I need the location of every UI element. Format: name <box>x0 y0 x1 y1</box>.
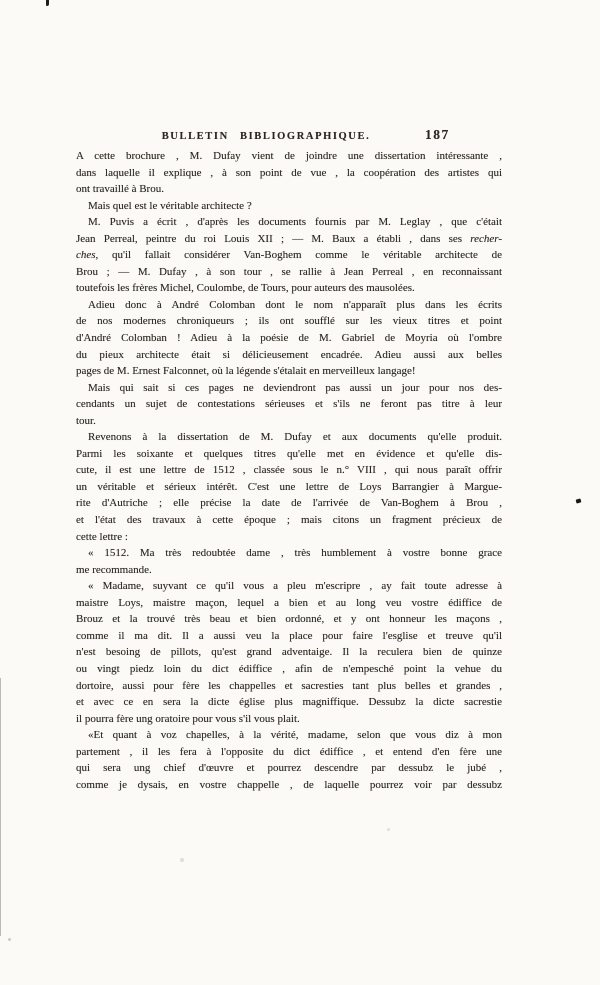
text-line <box>76 661 502 678</box>
text-block <box>76 148 502 793</box>
text-line <box>76 578 502 595</box>
scan-speck-bottom-left <box>8 938 11 941</box>
text-line <box>76 429 502 446</box>
text-segment: tour. <box>76 414 96 427</box>
text-segment: dortoire, aussi pour fère les chappelles et sacresties tant plus belles et grandes , <box>76 679 502 692</box>
text-segment: et l'état des travaux à cette époque ; mais citons un fragment précieux de <box>76 514 502 527</box>
text-line <box>76 280 502 297</box>
text-line <box>76 231 502 248</box>
text-segment: comme je dysais, en vostre chappelle , de laquelle pourrez voir par dessubz <box>76 778 502 791</box>
text-line <box>76 595 502 612</box>
text-segment: me recommande. <box>76 563 152 576</box>
text-line <box>76 694 502 711</box>
text-segment: Mais qui sait si ces pages ne deviendront pas aussi un jour pour nos des- <box>88 381 502 394</box>
text-segment: « Madame, suyvant ce qu'il vous a pleu m'escripre , ay fait toute adresse à <box>88 580 502 593</box>
text-line <box>76 264 502 281</box>
text-segment: n'est besoing de pillots, qu'est grand adventaige. Il la reculera bien de quinze <box>76 646 502 659</box>
text-segment: dans laquelle il explique , à son point de vue , la coopération des artistes qui <box>76 166 502 179</box>
text-line <box>76 512 502 529</box>
page-number: 187 <box>425 127 450 142</box>
text-segment: Mais quel est le véritable architecte ? <box>88 199 252 212</box>
text-segment: ont travaillé à Brou. <box>76 183 164 196</box>
text-line <box>76 413 502 430</box>
text-line <box>76 347 502 364</box>
text-segment: « 1512. Ma très redoubtée dame , très humblement à vostre bonne grace <box>88 547 502 560</box>
text-segment: un véritable et sérieux intérêt. C'est une lettre de Loys Barrangier à Margue- <box>76 480 502 493</box>
text-segment: Parmi les soixante et quelques titres qu'elle met en évidence et qu'elle dis- <box>76 447 502 460</box>
text-line <box>76 678 502 695</box>
text-segment: maistre Loys, maistre maçon, lequel a bien et au long veu vostre édiffice de <box>76 596 502 609</box>
text-segment: M. Puvis a écrit , d'après les documents fournis par M. Leglay , que c'était <box>88 216 502 229</box>
text-segment: cendants un sujet de contestations sérieuses et s'ils ne feront pas titre à leur <box>76 398 502 411</box>
text-segment-italic: ches, <box>76 249 99 262</box>
text-segment: Revenons à la dissertation de M. Dufay et aux documents qu'elle produit. <box>88 431 502 444</box>
text-line <box>76 529 502 546</box>
text-segment: rite d'Autriche ; elle précise la date de l'arrivée de Van-Boghem à Brou , <box>76 497 502 510</box>
text-line <box>76 247 502 264</box>
scan-speck-right <box>576 498 582 503</box>
text-segment: partement , il les fera à l'opposite du dict édiffice , et entend d'en fère une <box>76 745 502 758</box>
text-line <box>76 495 502 512</box>
text-segment: Brou ; — M. Dufay , à son tour , se rallie à Jean Perreal , en reconnaissant <box>76 265 502 278</box>
scan-gutter-line <box>0 678 1 936</box>
text-line <box>76 777 502 794</box>
text-line <box>76 396 502 413</box>
text-segment: comme il ma dit. Il a aussi veu la place pour faire l'esglise et treuve qu'il <box>76 629 502 642</box>
text-segment: toutefois les frères Michel, Coulombe, de Tours, pour auteurs des mausolées. <box>76 282 415 295</box>
text-segment: qu'il fallait considérer Van-Boghem comme le véritable architecte de <box>98 249 502 262</box>
text-line <box>76 479 502 496</box>
text-line <box>76 644 502 661</box>
text-line <box>76 165 502 182</box>
text-line <box>76 462 502 479</box>
text-line <box>76 148 502 165</box>
text-line <box>76 380 502 397</box>
scan-speck-bottom-mid <box>180 858 184 862</box>
text-segment: Brouz et la trouvé très beau et bien ordonné, et y ont honneur les maçons , <box>76 613 502 626</box>
text-line <box>76 628 502 645</box>
text-line <box>76 760 502 777</box>
text-line <box>76 363 502 380</box>
scan-speck-top <box>46 0 49 6</box>
text-line <box>76 198 502 215</box>
text-line <box>76 214 502 231</box>
text-segment: du pieux architecte était si délicieusement encadrée. Adieu aussi aux belles <box>76 348 502 361</box>
text-segment: il pourra fère ung oratoire pour vous s'il vous plait. <box>76 712 300 725</box>
text-segment: cute, il est une lettre de 1512 , classée sous le n.° VIII , qui nous paraît offrir <box>76 464 502 477</box>
text-segment: Jean Perreal, peintre du roi Louis XII ; — M. Baux a établi , dans ses <box>76 232 471 245</box>
text-line <box>76 297 502 314</box>
running-head-title: BULLETIN BIBLIOGRAPHIQUE. <box>161 131 371 142</box>
text-segment: d'André Colomban ! Adieu à la poésie de M. Gabriel de Moyria où l'ombre <box>76 332 502 345</box>
text-line <box>76 181 502 198</box>
text-segment: qui sera ung chief d'œuvre et pourrez descendre par dessubz le jubé , <box>76 762 502 775</box>
text-segment: Adieu donc à André Colomban dont le nom n'apparaît plus dans les écrits <box>88 298 502 311</box>
text-segment: de nos modernes chroniqueurs ; ils ont soufflé sur les vieux titres et point <box>76 315 502 328</box>
text-segment: ou vingt piedz loin du dict édiffice , afin de n'empesché point la vehue du <box>76 662 502 675</box>
text-line <box>76 711 502 728</box>
scan-speck-bottom-right <box>387 828 390 831</box>
text-segment: «Et quant à voz chapelles, à la vérité, madame, selon que vous diz à mon <box>88 729 502 742</box>
text-segment: et avec ce en sera la dicte église plus magniffique. Dessubz la dicte sacrestie <box>76 696 502 709</box>
text-segment: pages de M. Ernest Falconnet, où la légende s'étalait en merveilleux langage! <box>76 365 416 378</box>
text-line <box>76 611 502 628</box>
text-segment: A cette brochure , M. Dufay vient de joindre une dissertation intéressante , <box>76 150 502 162</box>
text-line <box>76 727 502 744</box>
text-line <box>76 545 502 562</box>
text-segment-italic: recher- <box>470 232 502 245</box>
text-line <box>76 446 502 463</box>
text-line <box>76 313 502 330</box>
text-segment: cette lettre : <box>76 530 128 543</box>
text-line <box>76 330 502 347</box>
text-line <box>76 562 502 579</box>
text-line <box>76 744 502 761</box>
